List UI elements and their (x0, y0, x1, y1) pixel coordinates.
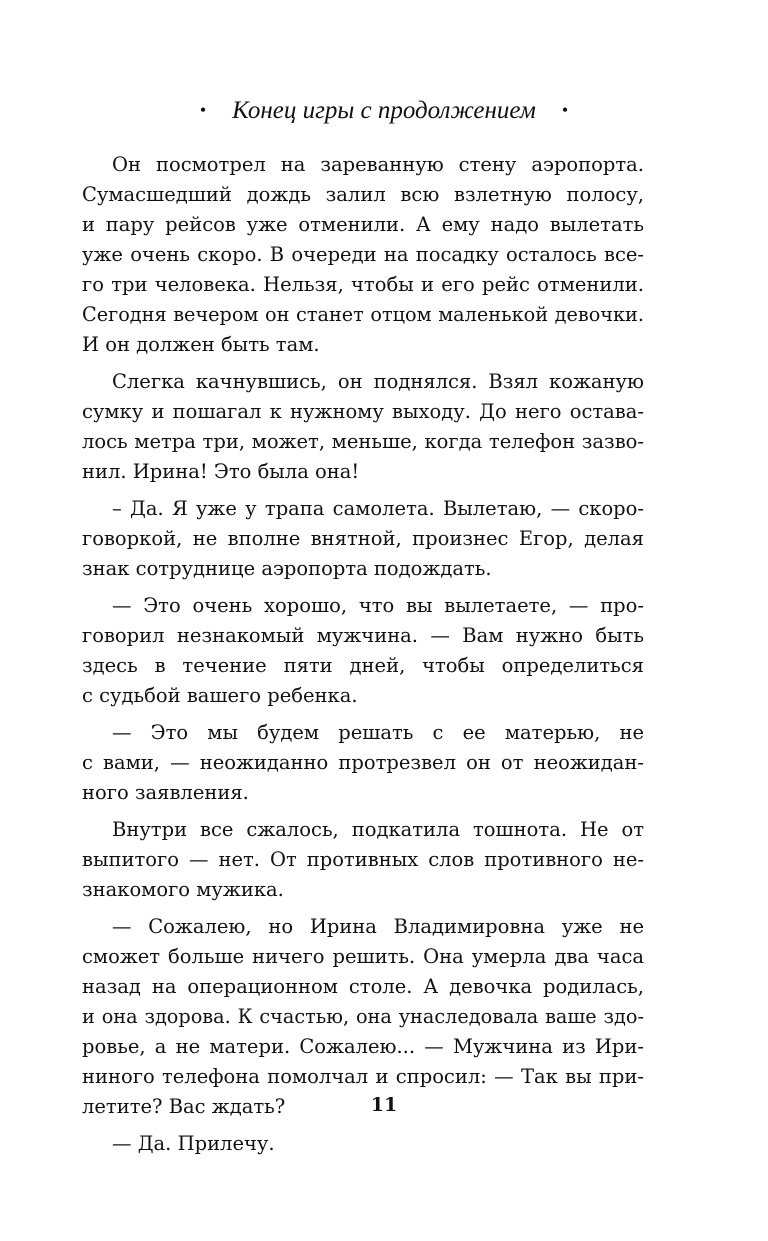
text-line: И он должен быть там. (82, 333, 320, 356)
text-line: Сегодня вечером он станет отцом маленькой девочки. (82, 303, 644, 326)
running-head (0, 96, 768, 127)
text-line: — Это очень хорошо, что вы вылетаете, — про- (112, 594, 644, 617)
bullet-left: • (199, 100, 207, 120)
text-line: — Да. Прилечу. (112, 1132, 275, 1155)
text-line: и пару рейсов уже отменили. А ему надо вылетать (82, 213, 644, 236)
paragraph (82, 815, 644, 905)
text-line: здесь в течение пяти дней, чтобы определиться (82, 654, 644, 677)
text-line: Он посмотрел на зареванную стену аэропорта. (112, 153, 644, 176)
paragraph (82, 912, 644, 1122)
text-line: Слегка качнувшись, он поднялся. Взял кожаную (112, 370, 644, 393)
text-line: — Это мы будем решать с ее матерью, не (112, 721, 644, 744)
paragraph (82, 367, 644, 487)
text-line: – Да. Я уже у трапа самолета. Вылетаю, — скоро- (112, 497, 644, 520)
text-line: назад на операционном столе. А девочка родилась, (82, 975, 644, 998)
text-line: нил. Ирина! Это была она! (82, 460, 360, 483)
text-line: знакомого мужика. (82, 878, 284, 901)
text-line: лось метра три, может, меньше, когда телефон зазво- (82, 430, 644, 453)
paragraph (82, 718, 644, 808)
text-line: сможет больше ничего решить. Она умерла два часа (82, 945, 644, 968)
page-number: 11 (370, 1094, 398, 1116)
body-text (82, 150, 644, 1166)
text-line: ного заявления. (82, 781, 249, 804)
text-line: уже очень скоро. В очереди на посадку осталось все- (82, 243, 644, 266)
paragraph (82, 1129, 644, 1159)
text-line: Внутри все сжалось, подкатила тошнота. Не от (112, 818, 644, 841)
text-line: с судьбой вашего ребенка. (82, 684, 358, 707)
text-line: сумку и пошагал к нужному выходу. До него остава- (82, 400, 644, 423)
text-line: говорил незнакомый мужчина. — Вам нужно быть (82, 624, 644, 647)
text-line: ниного телефона помолчал и спросил: — Так вы при- (82, 1065, 644, 1088)
text-line: ровье, а не матери. Сожалею... — Мужчина из Ири- (82, 1035, 644, 1058)
running-head-title: Конец игры с продолжением (232, 97, 536, 124)
text-line: го три человека. Нельзя, чтобы и его рейс отменили. (82, 273, 644, 296)
text-line: выпитого — нет. От противных слов противного не- (82, 848, 644, 871)
paragraph (82, 150, 644, 360)
text-line: говоркой, не вполне внятной, произнес Егор, делая (82, 527, 644, 550)
text-line: — Сожалею, но Ирина Владимировна уже не (112, 915, 644, 938)
text-line: Сумасшедший дождь залил всю взлетную полосу, (82, 183, 644, 206)
bullet-right: • (561, 100, 569, 120)
paragraph (82, 591, 644, 711)
text-line: знак сотруднице аэропорта подождать. (82, 557, 492, 580)
text-line: летите? Вас ждать? (82, 1095, 286, 1118)
text-line: с вами, — неожиданно протрезвел он от неожидан- (82, 751, 644, 774)
text-line: и она здорова. К счастью, она унаследовала ваше здо- (82, 1005, 644, 1028)
paragraph (82, 494, 644, 584)
